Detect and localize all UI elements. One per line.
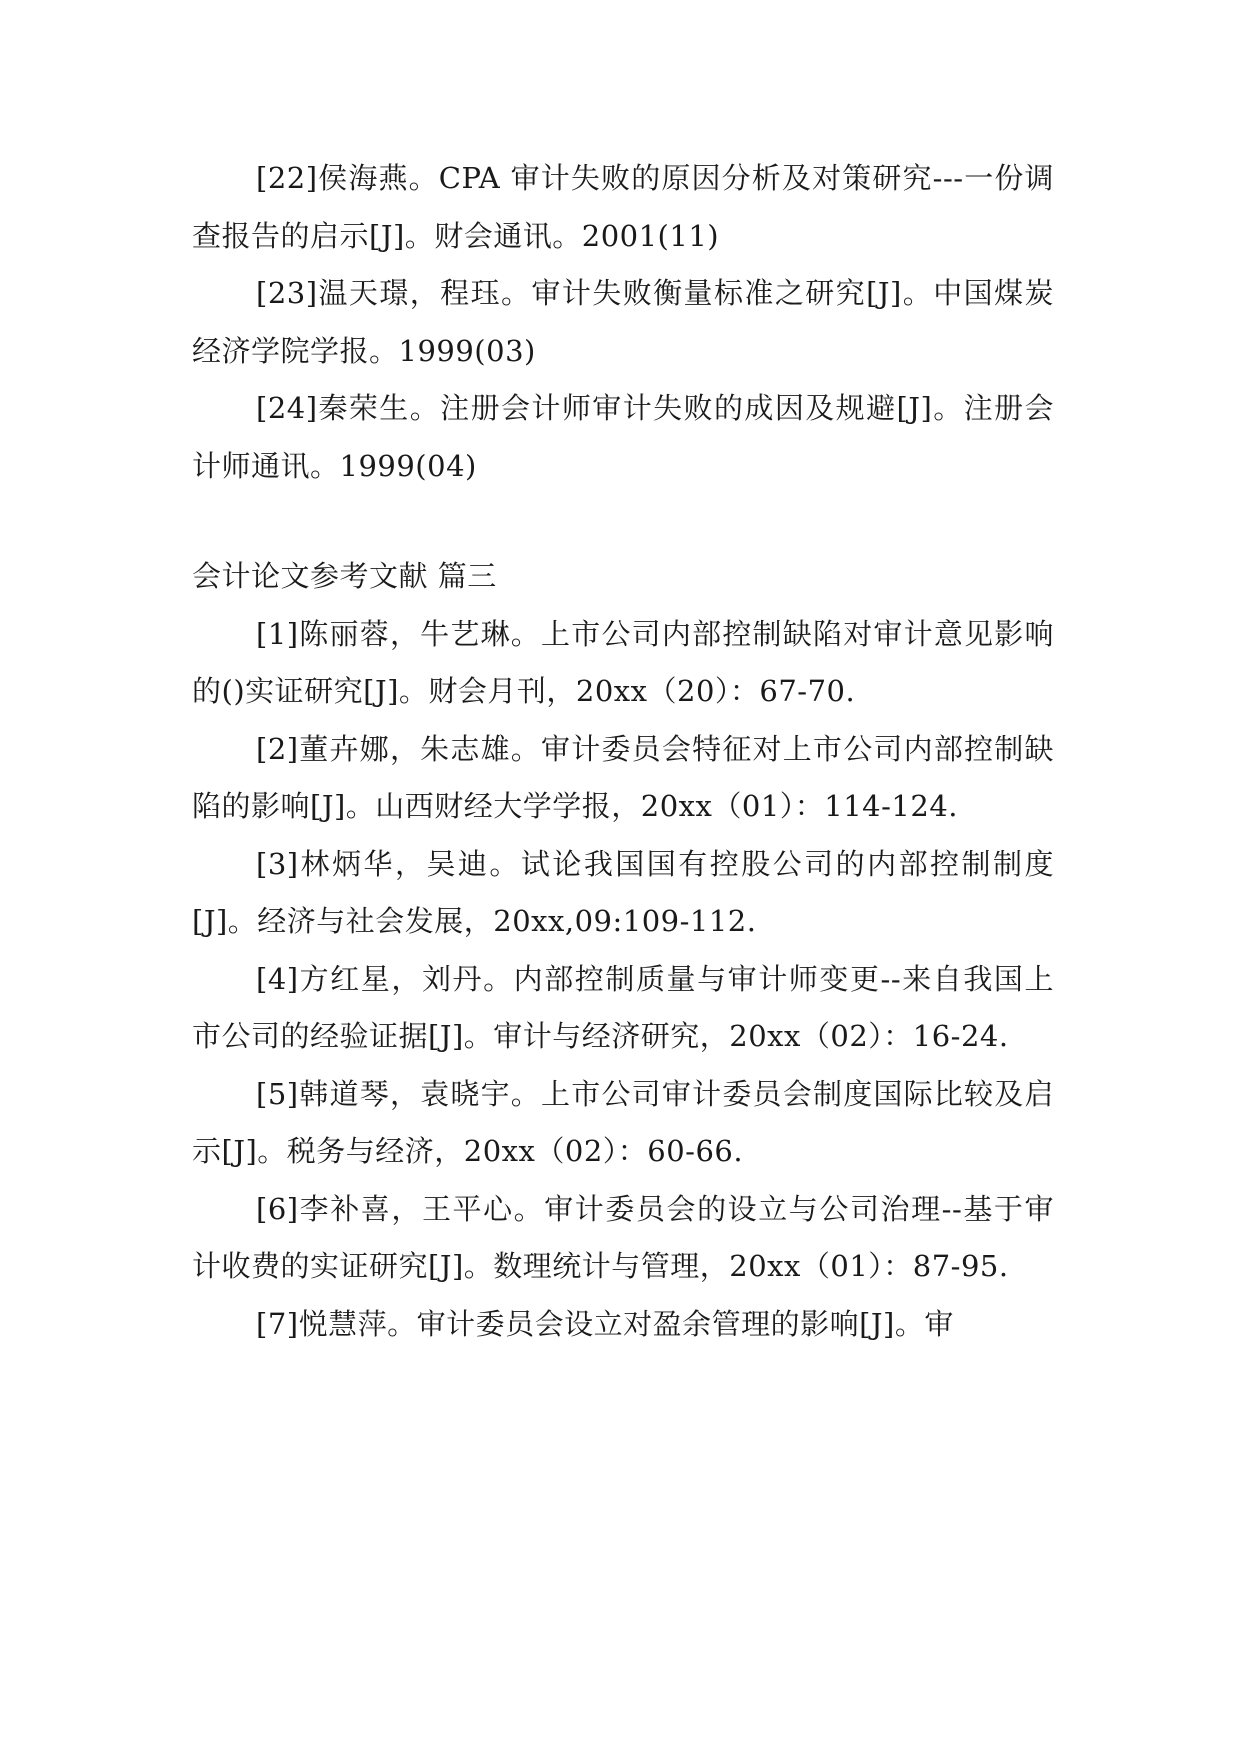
- reference-item: [1]陈丽蓉，牛艺琳。上市公司内部控制缺陷对审计意见影响的()实证研究[J]。财会月刊，20xx（20）：67-70.: [192, 616, 1054, 708]
- reference-item: [4]方红星，刘丹。内部控制质量与审计师变更--来自我国上市公司的经验证据[J]。审计与经济研究，20xx（02）：16-24.: [192, 961, 1054, 1053]
- reference-item: [22]侯海燕。CPA 审计失败的原因分析及对策研究---一份调查报告的启示[J]。财会通讯。2001(11): [192, 161, 1054, 253]
- reference-item: [3]林炳华，吴迪。试论我国国有控股公司的内部控制制度[J]。经济与社会发展，20xx,09:109-112.: [192, 846, 1054, 938]
- reference-item: [6]李补喜，王平心。审计委员会的设立与公司治理--基于审计收费的实证研究[J]。数理统计与管理，20xx（01）：87-95.: [192, 1191, 1054, 1283]
- reference-item: [5]韩道琴，袁晓宇。上市公司审计委员会制度国际比较及启示[J]。税务与经济，20xx（02）：60-66.: [192, 1076, 1054, 1168]
- reference-item: [7]悦慧萍。审计委员会设立对盈余管理的影响[J]。审: [256, 1306, 954, 1341]
- reference-item: [23]温天璟，程珏。审计失败衡量标准之研究[J]。中国煤炭经济学院学报。1999(03): [192, 276, 1054, 368]
- section-heading: 会计论文参考文献 篇三: [192, 559, 497, 593]
- reference-item: [2]董卉娜，朱志雄。审计委员会特征对上市公司内部控制缺陷的影响[J]。山西财经大学学报，20xx（01）：114-124.: [192, 731, 1054, 823]
- document-body: [192, 150, 1054, 1353]
- reference-item: [24]秦荣生。注册会计师审计失败的成因及规避[J]。注册会计师通讯。1999(04): [192, 391, 1054, 483]
